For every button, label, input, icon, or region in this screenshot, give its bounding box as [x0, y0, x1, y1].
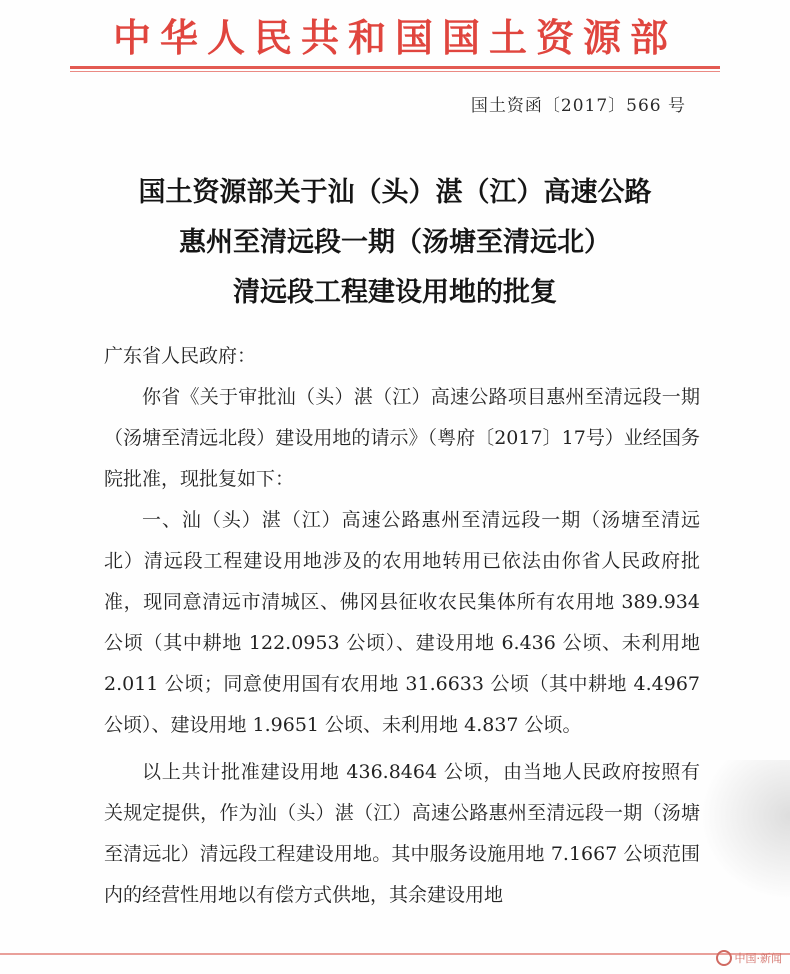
paragraph-2: 一、汕（头）湛（江）高速公路惠州至清远段一期（汤塘至清远北）清远段工程建设用地涉及的农用地转用已依法由你省人民政府批准，现同意清远市清城区、佛冈县征收农民集体所有农用地 389.934 公顷（其中耕地 122.0953 公顷）、建设用地 6.436 公顷、未利用地 2.011 公顷；同意使用国有农用地 31.6633 公顷（其中耕地 4.4967 公顷）、建设用地 1.9651 公顷、未利用地 4.837 公顷。 — [104, 509, 700, 736]
footer-divider — [0, 953, 790, 955]
document-title — [0, 168, 790, 318]
document-number: 国土资函〔2017〕566 号 — [470, 96, 686, 116]
paragraph-1: 你省《关于审批汕（头）湛（江）高速公路项目惠州至清远段一期（汤塘至清远北段）建设用地的请示》（粤府〔2017〕17号）业经国务院批准，现批复如下： — [104, 386, 700, 490]
scan-shadow — [700, 760, 790, 900]
document-body — [104, 336, 700, 916]
org-header: 中华人民共和国国土资源部 — [112, 15, 677, 60]
title-line-1: 国土资源部关于汕（头）湛（江）高速公路 — [138, 177, 652, 208]
title-line-3: 清远段工程建设用地的批复 — [233, 277, 557, 308]
watermark-logo-icon — [716, 950, 732, 966]
title-line-2: 惠州至清远段一期（汤塘至清远北） — [179, 227, 611, 258]
header-divider-thick — [70, 66, 720, 69]
watermark — [716, 950, 783, 966]
header-divider-thin — [70, 71, 720, 72]
watermark-text: 中国·新闻 — [734, 952, 782, 965]
paragraph-3: 以上共计批准建设用地 436.8464 公顷，由当地人民政府按照有关规定提供，作为汕（头）湛（江）高速公路惠州至清远段一期（汤塘至清远北）清远段工程建设用地。其中服务设施用地 7.1667 公顷范围内的经营性用地以有偿方式供地，其余建设用地 — [104, 761, 700, 906]
salutation: 广东省人民政府： — [104, 345, 257, 367]
